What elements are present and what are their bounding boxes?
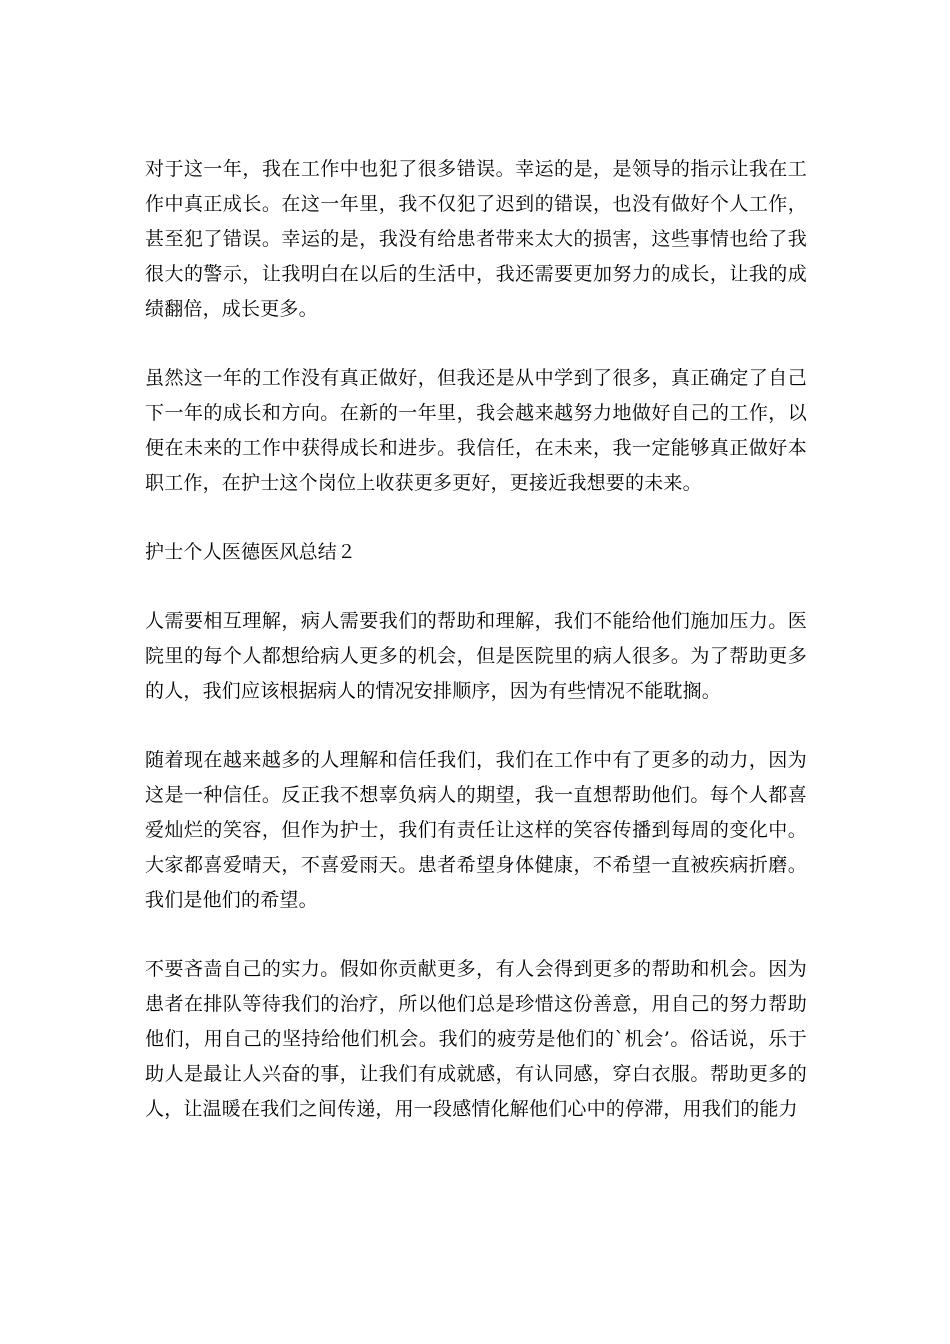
paragraph-4: 随着现在越来越多的人理解和信任我们，我们在工作中有了更多的动力，因为这是一种信任。反正我不想辜负病人的期望，我一直想帮助他们。每个人都喜爱灿烂的笑容，但作为护士，我们有责任让这样的笑容传播到每周的变化中。大家都喜爱晴天，不喜爱雨天。患者希望身体健康，不希望一直被疾病折磨。我们是他们的希望。 <box>145 749 807 911</box>
paragraph-1: 对于这一年，我在工作中也犯了很多错误。幸运的是，是领导的指示让我在工作中真正成长。在这一年里，我不仅犯了迟到的错误，也没有做好个人工作，甚至犯了错误。幸运的是，我没有给患者带来太大的损害，这些事情也给了我很大的警示，让我明白在以后的生活中，我还需要更加努力的成长，让我的成绩翻倍，成长更多。 <box>145 158 807 320</box>
paragraph-3: 人需要相互理解，病人需要我们的帮助和理解，我们不能给他们施加压力。医院里的每个人都想给病人更多的机会，但是医院里的病人很多。为了帮助更多的人，我们应该根据病人的情况安排顺序，因为有些情况不能耽搁。 <box>145 610 807 702</box>
paragraph-5: 不要吝啬自己的实力。假如你贡献更多，有人会得到更多的帮助和机会。因为患者在排队等待我们的治疗，所以他们总是珍惜这份善意，用自己的努力帮助他们，用自己的坚持给他们机会。我们的疲劳是他们的`机会’。俗话说，乐于助人是最让人兴奋的事，让我们有成就感，有认同感，穿白衣服。帮助更多的人，让温暖在我们之间传递，用一段感情化解他们心中的停滞，用我们的能力 <box>145 958 807 1120</box>
paragraph-2: 虽然这一年的工作没有真正做好，但我还是从中学到了很多，真正确定了自己下一年的成长和方向。在新的一年里，我会越来越努力地做好自己的工作，以便在未来的工作中获得成长和进步。我信任，在未来，我一定能够真正做好本职工作，在护士这个岗位上收获更多更好，更接近我想要的未来。 <box>145 367 807 494</box>
document-body <box>145 152 807 1161</box>
section-heading: 护士个人医德医风总结２ <box>145 541 357 563</box>
